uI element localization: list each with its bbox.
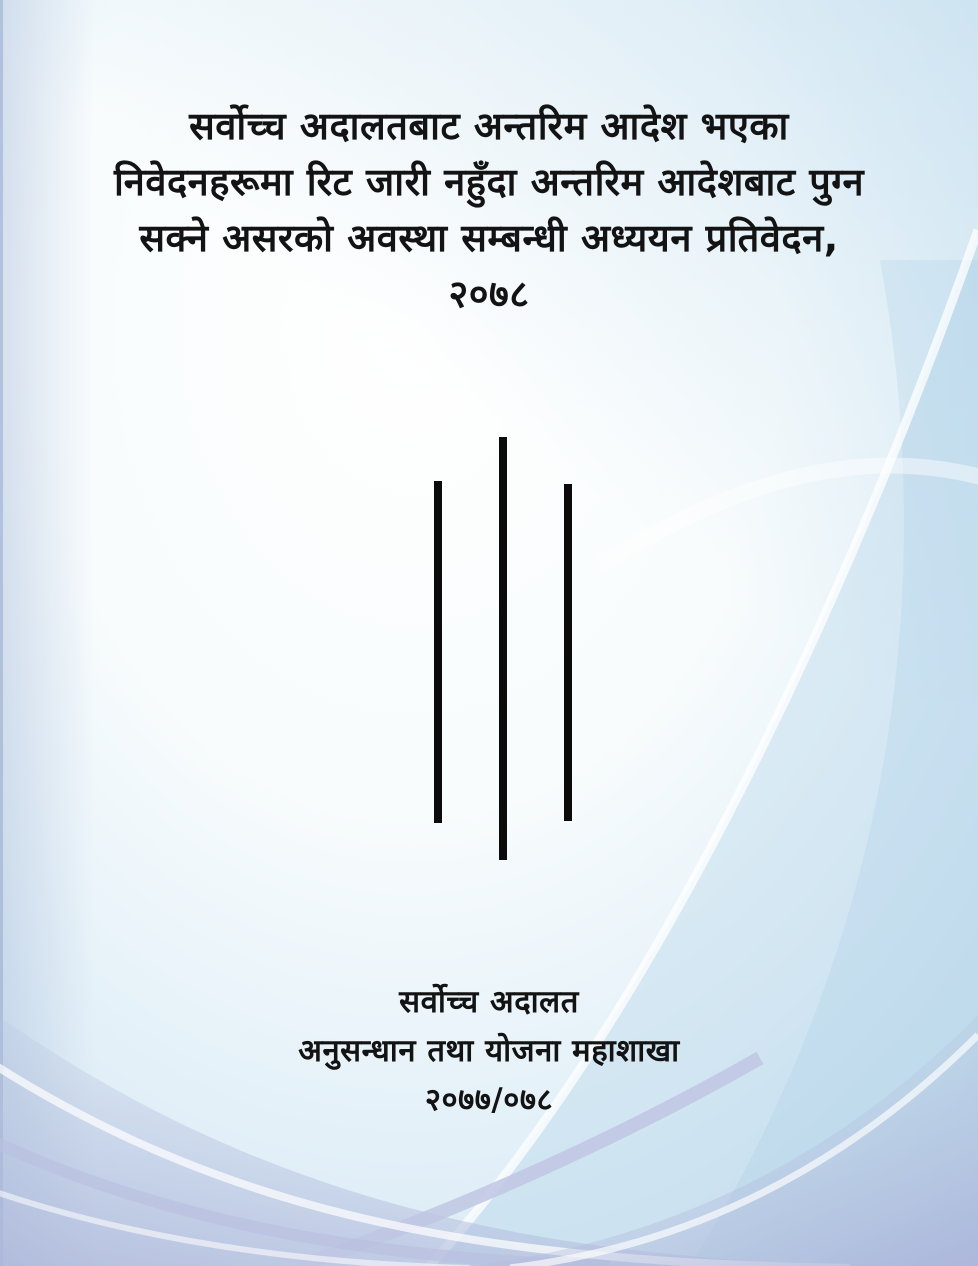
publisher-block	[0, 978, 978, 1125]
title-line-3: सक्ने असरको अवस्था सम्बन्धी अध्ययन प्रतिवेदन,	[139, 216, 839, 260]
publisher-division: अनुसन्धान तथा योजना महाशाखा	[298, 1033, 680, 1069]
title-line-2: निवेदनहरूमा रिट जारी नहुँदा अन्तरिम आदेशबाट पुग्न	[113, 160, 865, 204]
publisher-fiscal-year: २०७७/०७८	[424, 1082, 554, 1118]
report-title	[0, 98, 978, 322]
publisher-organization: सर्वोच्च अदालत	[399, 984, 579, 1020]
title-line-1: सर्वोच्च अदालतबाट अन्तरिम आदेश भएका	[189, 104, 789, 148]
title-year: २०७८	[448, 272, 530, 316]
